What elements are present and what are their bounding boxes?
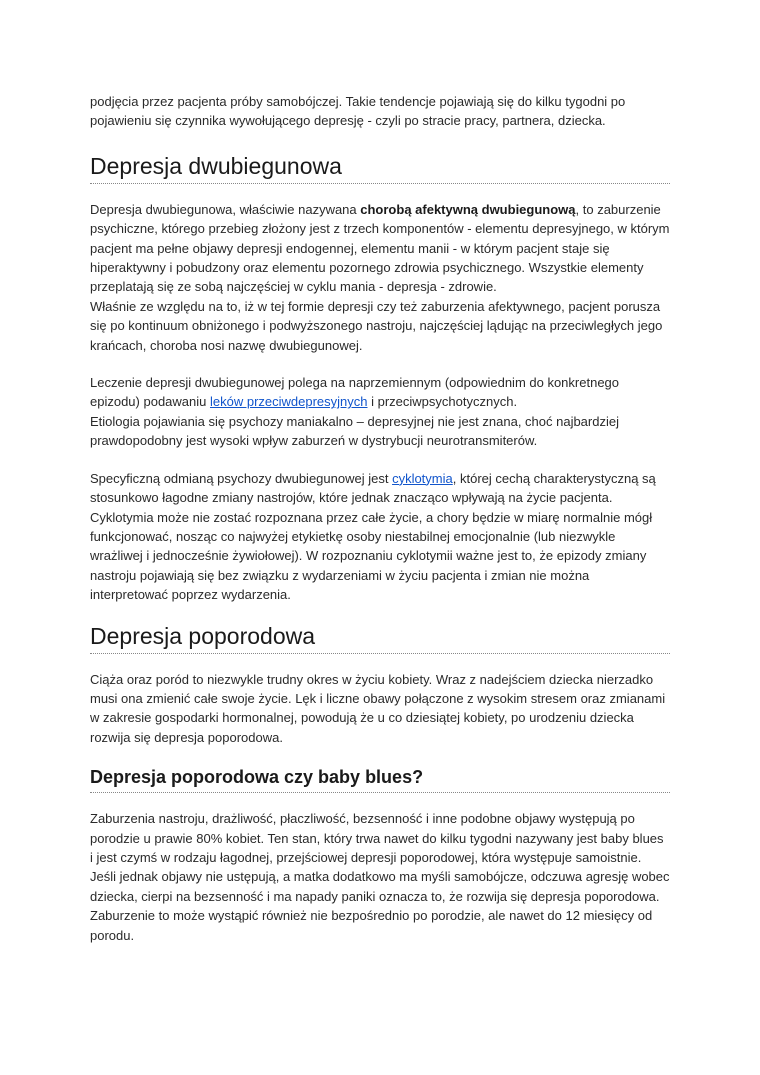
bipolar-p1-text-a: Depresja dwubiegunowa, właściwie nazywana: [90, 201, 361, 217]
postpartum-paragraph-1: Ciąża oraz poród to niezwykle trudny okres w życiu kobiety. Wraz z nadejściem dziecka nierzadko musi ona zmienić całe swoje życie. Lęk i liczne obawy połączone z wysokim stresem oraz zmianami w zakresie gospodarki hormonalnej, powodują że u co dziesiątej kobiety, po urodzeniu dziecka rozwija się depresja poporodowa.: [90, 671, 666, 745]
bipolar-p5-text-b: , której cechą charakterystyczną są stosunkowo łagodne zmiany nastrojów, które jednak znacząco wpływają na życie pacjenta.: [90, 470, 656, 506]
heading-bipolar-depression: Depresja dwubiegunowa: [90, 151, 670, 184]
bipolar-p5-text-a: Specyficzną odmianą psychozy dwubiegunowej jest: [90, 470, 393, 486]
bipolar-p1-text-b: , to zaburzenie psychiczne, którego przebieg złożony jest z trzech komponentów - elementu depresyjnego, w którym pacjent ma pełne objawy depresji endogennej, elementu manii - w którym pacjent staje się hiperaktywny i pobudzony oraz elementu pozornego zdrowia psychicznego. Wszystkie elementy przeplatają się ze sobą najczęściej w cyklu mania - depresja - zdrowie.: [90, 201, 670, 295]
heading-postpartum-depression: Depresja poporodowa: [90, 621, 670, 654]
bipolar-p1-bold: chorobą afektywną dwubiegunową: [360, 201, 576, 217]
bipolar-paragraph-2: Właśnie ze względu na to, iż w tej formie depresji czy też zaburzenia afektywnego, pacjent porusza się po kontinuum obniżonego i podwyższonego nastroju, najczęściej lądując na przeciwległych jego krańcach, choroba nosi nazwę dwubiegunowej.: [90, 298, 663, 353]
bipolar-paragraph-1: [90, 200, 670, 297]
bipolar-p3-text-b: i przeciwpsychotycznych.: [367, 394, 518, 410]
bipolar-paragraph-4: Etiologia pojawiania się psychozy maniakalno – depresyjnej nie jest znana, choć najbardziej prawdopodobny jest wysoki wpływ zaburzeń w dystrybucji neurotransmiterów.: [90, 413, 619, 449]
heading-postpartum-vs-baby-blues: Depresja poporodowa czy baby blues?: [90, 765, 670, 793]
bipolar-paragraph-5: [90, 469, 670, 508]
bipolar-paragraph-3: [90, 373, 670, 412]
antidepressants-link[interactable]: leków przeciwdepresyjnych: [209, 394, 368, 410]
bipolar-p3-text-a: Leczenie depresji dwubiegunowej polega na naprzemiennym (odpowiednim do konkretnego epizodu) podawaniu: [90, 375, 620, 410]
bipolar-paragraph-6: Cyklotymia może nie zostać rozpoznana przez całe życie, a chory będzie w miarę normalnie mógł funkcjonować, nosząc co najwyżej etykietkę osoby niestabilnej emocjonalnie (lub niezwykle wrażliwej i jednocześnie żywiołowej). W rozpoznaniu cyklotymii ważne jest to, że epizody zmiany nastroju pojawiają się bez związku z wydarzeniami w życiu pacjenta i zmian nie można interpretować poprzez wydarzenia.: [90, 509, 653, 603]
document-page: [90, 92, 670, 945]
intro-paragraph: podjęcia przez pacjenta próby samobójczej. Takie tendencje pojawiają się do kilku tygodni po pojawieniu się czynnika wywołującego depresję - czyli po stracie pracy, partnera, dziecka.: [90, 94, 626, 129]
babyblues-paragraph-1: Zaburzenia nastroju, drażliwość, płaczliwość, bezsenność i inne podobne objawy występują po porodzie u prawie 80% kobiet. Ten stan, który trwa nawet do kilku tygodni nazywany jest baby blues i jest czymś w rodzaju łagodnej, przejściowej depresji poporodowej, która występuje samoistnie. Jeśli jednak objawy nie ustępują, a matka dodatkowo ma myśli samobójcze, odczuwa agresję wobec dziecka, cierpi na bezsenność i ma napady paniki oznacza to, że rozwija się depresja poporodowa. Zaburzenie to może wystąpić również nie bezpośrednio po porodzie, ale nawet do 12 miesięcy od porodu.: [90, 811, 670, 943]
cyclothymia-link[interactable]: cyklotymia: [392, 470, 453, 486]
